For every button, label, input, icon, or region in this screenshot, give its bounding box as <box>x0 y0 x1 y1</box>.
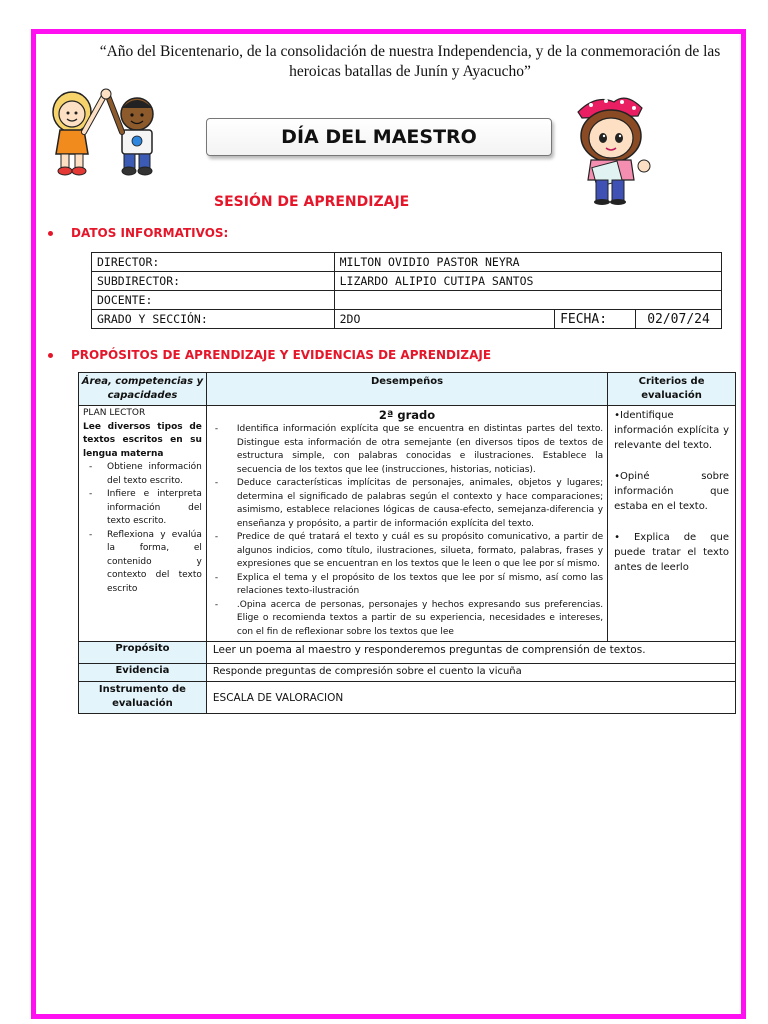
info-label: DIRECTOR: <box>92 253 335 272</box>
table-row <box>79 642 736 664</box>
propositos-table <box>78 372 736 714</box>
page-title: DÍA DEL MAESTRO <box>206 118 552 156</box>
grado-value: 2DO <box>334 310 554 329</box>
info-value: MILTON OVIDIO PASTOR NEYRA <box>334 253 721 272</box>
capacidades-list <box>83 461 202 596</box>
info-label: DOCENTE: <box>92 291 335 310</box>
desempenos-cell <box>206 406 607 642</box>
header-quote: “Año del Bicentenario, de la consolidación de nuestra Independencia, y de la conmemoración de las heroicas batallas de Junín y Ayacucho” <box>99 43 721 80</box>
desempenos-list <box>207 423 607 639</box>
bullet-icon <box>48 353 53 358</box>
instrumento-value: ESCALA DE VALORACION <box>206 682 735 714</box>
table-row <box>92 253 722 272</box>
table-row <box>92 310 722 329</box>
table-header-row <box>79 373 736 406</box>
instrumento-label: Instrumento de evaluación <box>79 682 207 714</box>
session-title: SESIÓN DE APRENDIZAJE <box>214 194 410 210</box>
teacher-girl-icon <box>556 94 668 206</box>
bullet-icon <box>48 231 53 236</box>
competencia: Lee diversos tipos de textos escritos en su lengua materna <box>83 421 202 459</box>
list-item: - Explica el tema y el propósito de los textos que lee por sí mismo, así como las relaciones texto-ilustración <box>211 572 603 599</box>
area-title: PLAN LECTOR <box>83 408 146 418</box>
list-item: - Predice de qué tratará el texto y cuál es su propósito comunicativo, a partir de algunos indicios, como título, ilustraciones, silueta, formato, palabras, frases y expresiones que se encuentran en los textos que le leen o que lee por sí mismo. <box>211 531 603 572</box>
info-value: LIZARDO ALIPIO CUTIPA SANTOS <box>334 272 721 291</box>
info-value <box>334 291 721 310</box>
fecha-label: FECHA: <box>555 310 636 329</box>
table-row <box>79 682 736 714</box>
area-cell <box>79 406 207 642</box>
info-label: GRADO Y SECCIÓN: <box>92 310 335 329</box>
kids-holding-hands-icon <box>42 86 177 178</box>
info-label: SUBDIRECTOR: <box>92 272 335 291</box>
criterios-cell <box>608 406 736 642</box>
evidencia-label: Evidencia <box>79 664 207 682</box>
list-item: - Reflexiona y evalúa la forma, el contenido y contexto del texto escrito <box>83 529 202 597</box>
proposito-label: Propósito <box>79 642 207 664</box>
grado-title: 2ª grado <box>378 408 436 422</box>
list-item: - Deduce características implícitas de personajes, animales, objetos y lugares; determina el significado de palabras según el contexto y hace comparaciones; asimismo, establece relaciones lógicas de causa-efecto, semejanza-diferencia y enseñanza y propósito, a partir de información explícita del texto. <box>211 477 603 531</box>
list-item: - Infiere e interpreta información del texto escrito. <box>83 488 202 529</box>
criterio-item: •Identifique información explícita y relevante del texto. <box>614 410 729 451</box>
table-row <box>79 406 736 642</box>
list-item: - .Opina acerca de personas, personajes y hechos expresando sus preferencias. Elige o recomienda textos a partir de su experiencia, necesidades e intereses, con el fin de reflexionar sobre los textos que lee <box>211 599 603 640</box>
info-table <box>91 252 722 329</box>
propositos-heading <box>48 348 491 362</box>
table-row <box>92 272 722 291</box>
table-row <box>79 664 736 682</box>
evidencia-value: Responde preguntas de compresión sobre el cuento la vicuña <box>206 664 735 682</box>
datos-heading-text: DATOS INFORMATIVOS: <box>71 226 229 240</box>
proposito-value: Leer un poema al maestro y responderemos preguntas de comprensión de textos. <box>206 642 735 664</box>
list-item: - Obtiene información del texto escrito. <box>83 461 202 488</box>
list-item: - Identifica información explícita que se encuentra en distintas partes del texto. Distingue esta información de otra semejante (en diversos tipos de textos de estructura simple, con palabras conocidas e ilustraciones. Establece la secuencia de los textos que lee (instrucciones, historias, noticias). <box>211 423 603 477</box>
col-desempenos: Desempeños <box>206 373 607 406</box>
fecha-value: 02/07/24 <box>636 310 722 329</box>
datos-heading <box>48 226 228 240</box>
table-row <box>92 291 722 310</box>
criterio-item: • Explica de que puede tratar el texto antes de leerlo <box>614 532 729 573</box>
criterio-item: •Opiné sobre información que estaba en el texto. <box>614 471 729 512</box>
col-criterios: Criterios de evaluación <box>608 373 736 406</box>
propositos-heading-text: PROPÓSITOS DE APRENDIZAJE Y EVIDENCIAS DE APRENDIZAJE <box>71 348 492 362</box>
col-area: Área, competencias y capacidades <box>79 373 207 406</box>
